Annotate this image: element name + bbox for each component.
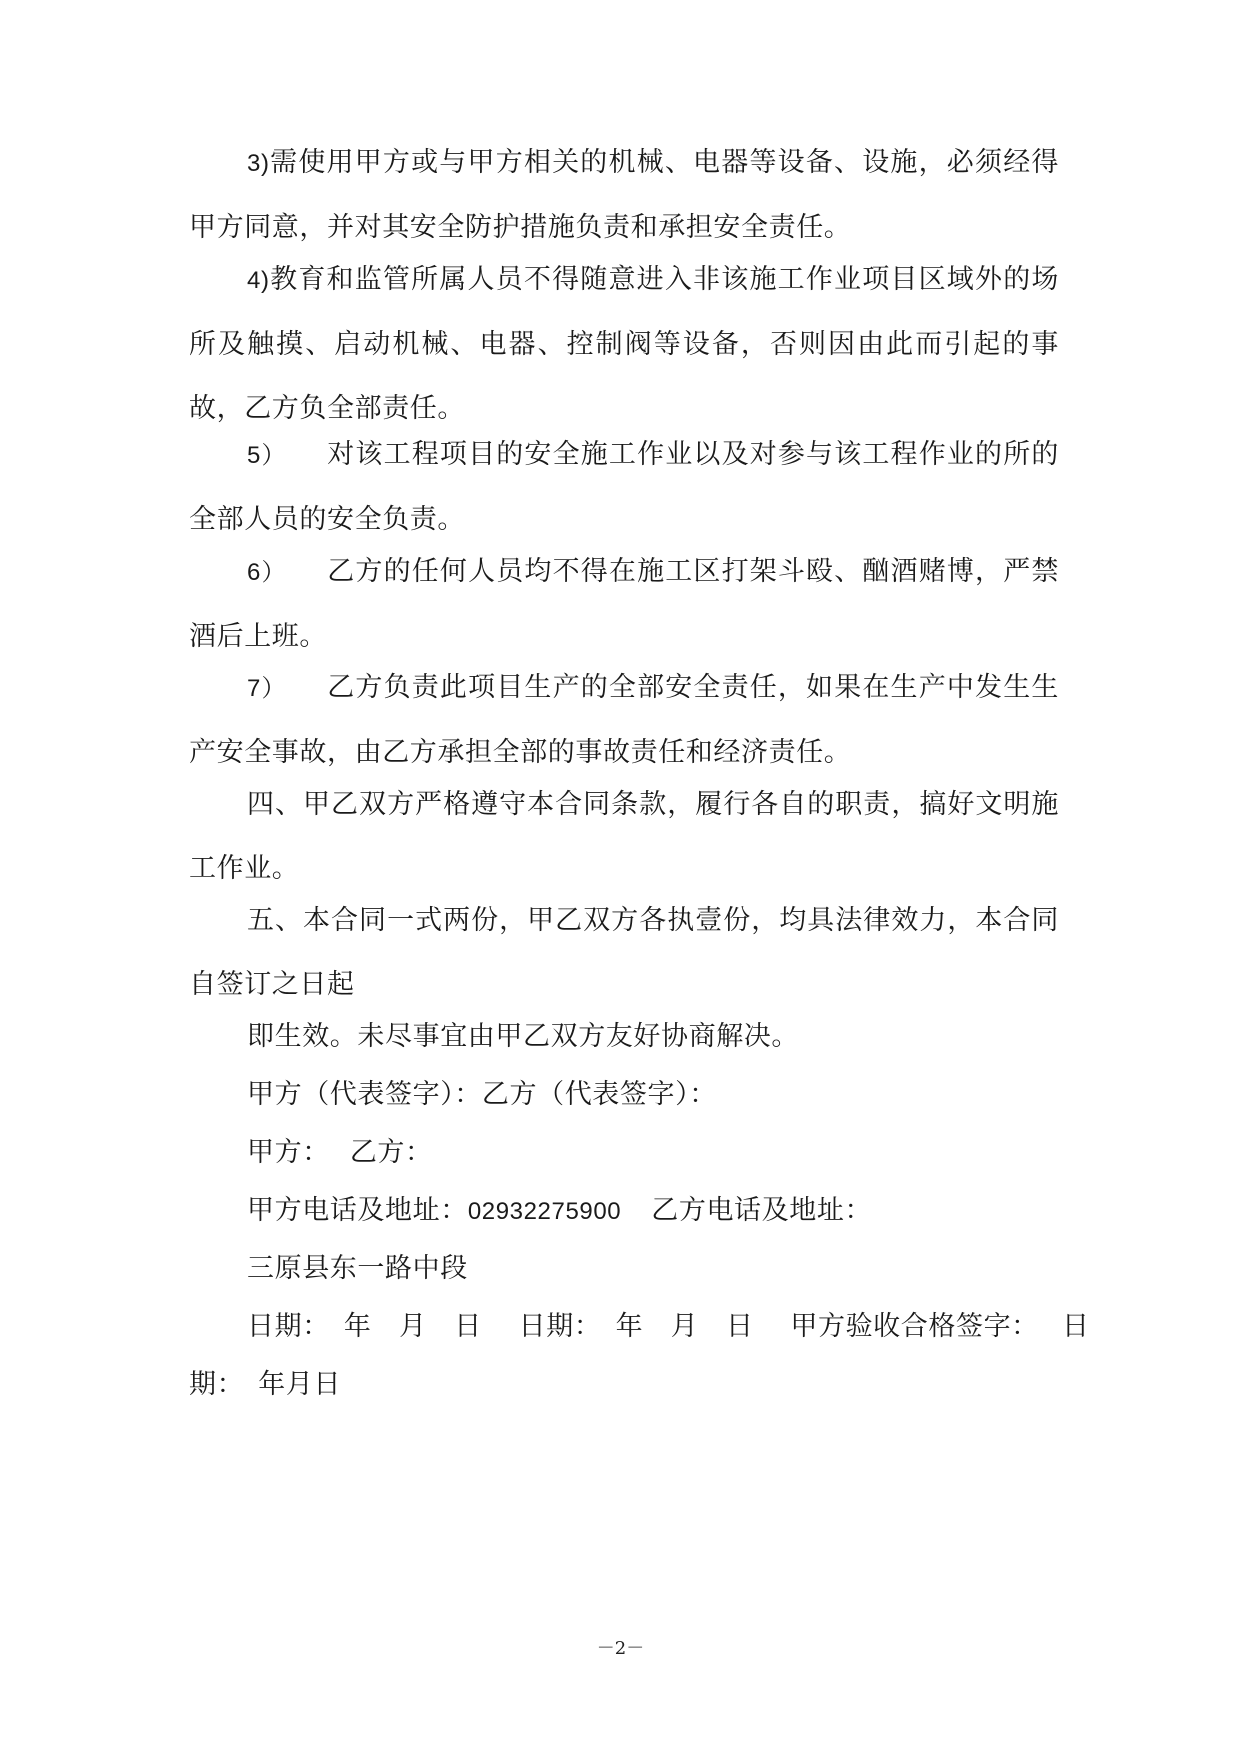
clause-number: 7）	[247, 675, 287, 702]
clause-text: 需使用甲方或与甲方相关的机械、电器等设备、设施，必须经得甲方同意，并对其安全防护措施负责和承担安全责任。	[189, 147, 1059, 243]
clause-text: 乙方负责此项目生产的全部安全责任，如果在生产中发生生产安全事故，由乙方承担全部的事故责任和经济责任。	[189, 672, 1059, 768]
clause-item-3	[189, 131, 1059, 260]
party-a-phone: 02932275900	[467, 1198, 622, 1225]
party-line	[247, 1121, 433, 1185]
clause-number: 6）	[247, 559, 287, 586]
party-b-label: 乙方：	[349, 1137, 433, 1168]
effective-clause: 即生效。未尽事宜由甲乙双方友好协商解决。	[247, 1021, 799, 1052]
party-a-contact-label: 甲方电话及地址：	[247, 1195, 468, 1226]
clause-item-7	[189, 656, 1059, 785]
contact-line	[247, 1179, 872, 1244]
clause-item-6	[189, 540, 1059, 669]
clause-number: 5）	[247, 442, 287, 469]
clause-text: 对该工程项目的安全施工作业以及对参与该工程作业的所的全部人员的安全负责。	[189, 439, 1059, 535]
clause-number: 3)	[247, 150, 270, 177]
party-b-contact-label: 乙方电话及地址：	[651, 1195, 873, 1226]
address-line: 三原县东一路中段	[247, 1253, 468, 1284]
clause-text: 乙方的任何人员均不得在施工区打架斗殴、酗酒赌博，严禁酒后上班。	[189, 556, 1059, 652]
party-a-label: 甲方：	[247, 1137, 330, 1168]
clause-number: 4)	[247, 267, 270, 294]
representative-signature-line: 甲方（代表签字）：乙方（代表签字）：	[247, 1079, 717, 1110]
page-number: －2－	[596, 1638, 645, 1659]
clause-item-4	[189, 248, 1059, 441]
section-five: 五、本合同一式两份，甲乙双方各执壹份，均具法律效力，本合同自签订之日起	[189, 905, 1059, 1000]
date-line-continued: 期： 年月日	[189, 1369, 342, 1400]
section-four: 四、甲乙双方严格遵守本合同条款，履行各自的职责，搞好文明施工作业。	[189, 789, 1059, 884]
date-line: 日期： 年 月 日 日期： 年 月 日 甲方验收合格签字： 日	[247, 1311, 1090, 1342]
clause-item-5	[189, 423, 1059, 552]
clause-text: 教育和监管所属人员不得随意进入非该施工作业项目区域外的场所及触摸、启动机械、电器、控制阀等设备，否则因由此而引起的事故，乙方负全部责任。	[189, 264, 1059, 424]
